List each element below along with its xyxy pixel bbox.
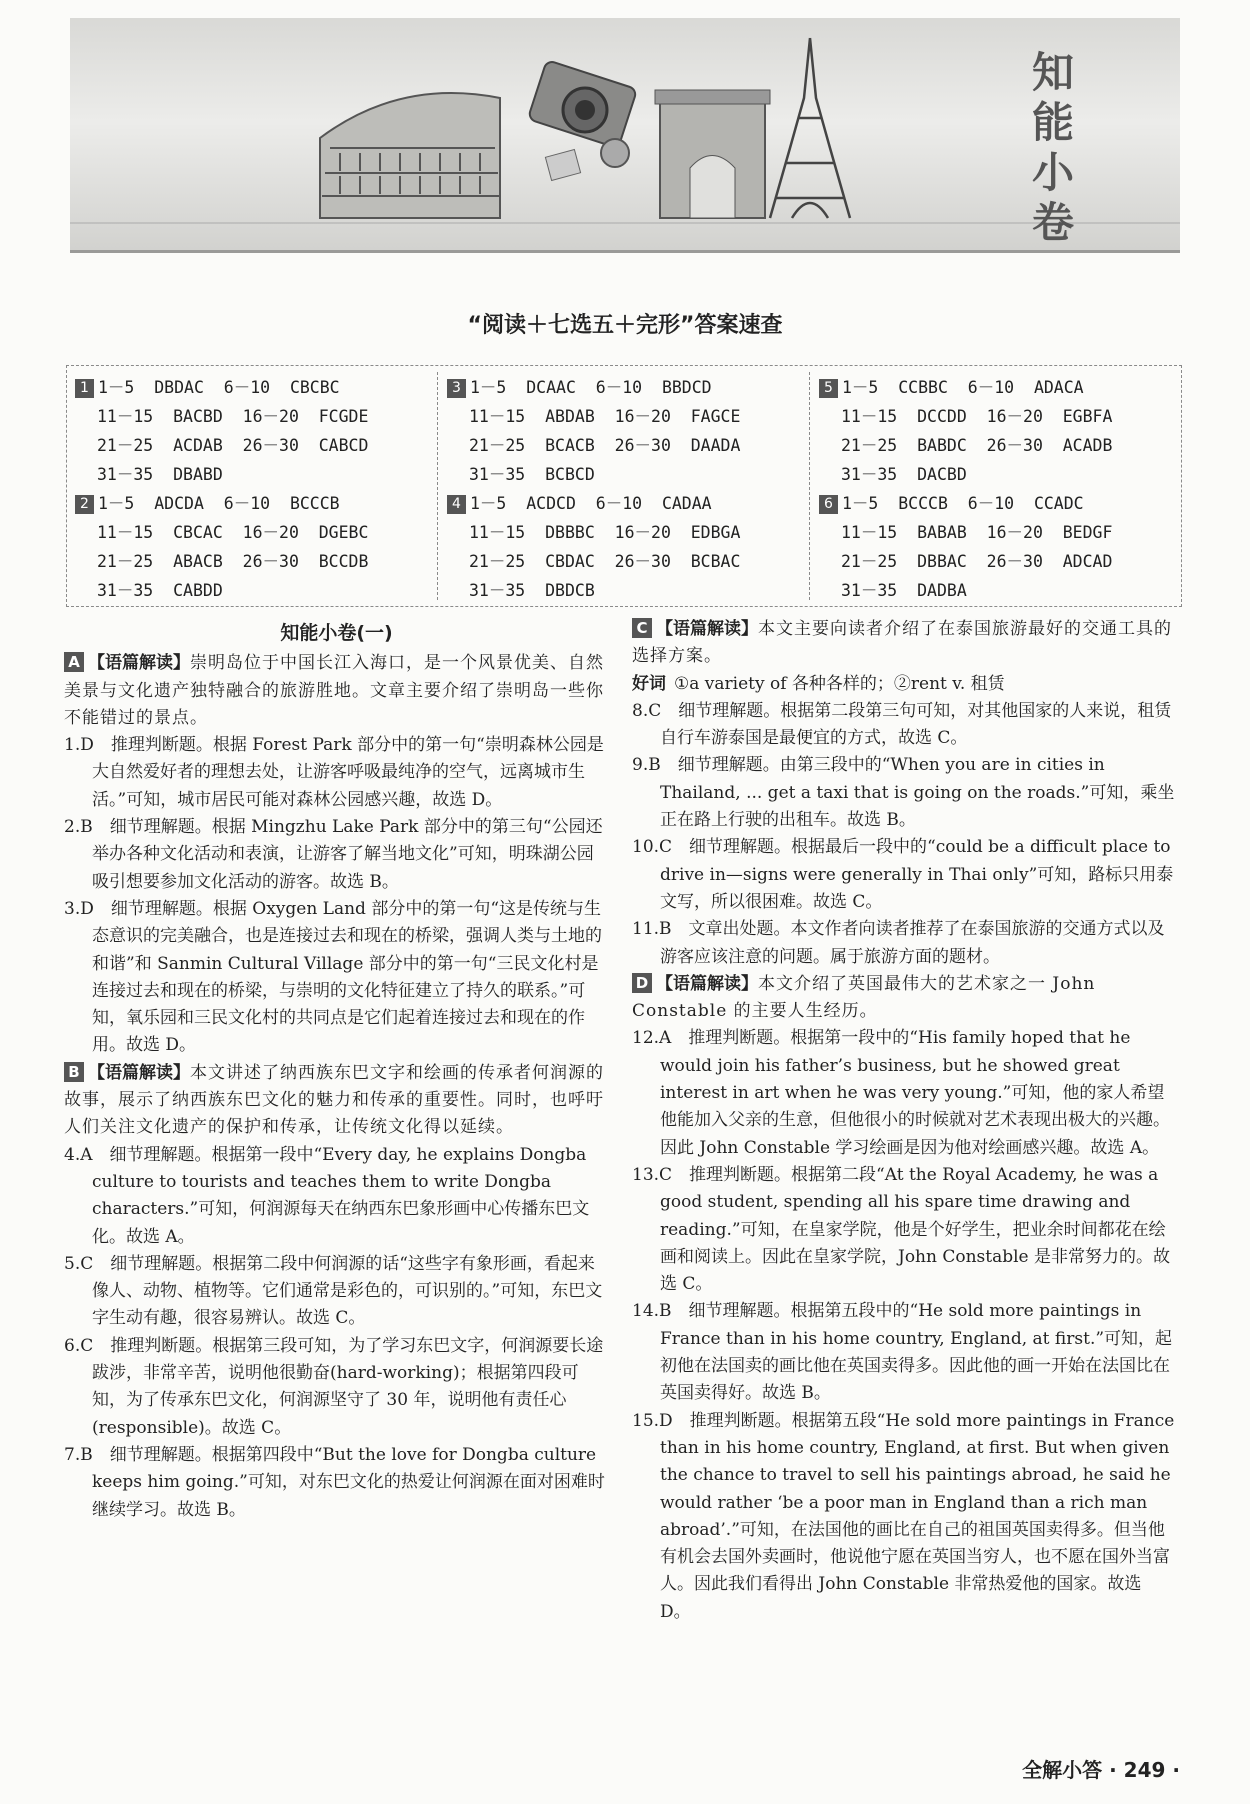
answer-row: 21－25 BCACB 26－30 DAADA (469, 436, 741, 455)
landmarks-illustration (70, 18, 1180, 250)
header-banner (70, 18, 1180, 253)
intro-label: 【语篇解读】 (88, 1062, 190, 1083)
answer-row: 11－15 BACBD 16－20 FCGDE (97, 407, 369, 426)
intro-label: 【语篇解读】 (88, 653, 190, 674)
answer-row: 1 1－5 DBDAC 6－10 CBCBC (75, 374, 340, 402)
passage-c-intro: C 【语篇解读】本文主要向读者介绍了在泰国旅游最好的交通工具的选择方案。 (632, 619, 1172, 667)
answer-explanation: 14.B 细节理解题。根据第五段中的“He sold more paintings in France than in his home country, England, at first.”可知，起初他在法国卖的画比他在英国卖得多。因此他的画一开始在法国比在英国卖得好。故选 B。 (632, 1301, 1173, 1404)
answer-row: 21－25 CBDAC 26－30 BCBAC (469, 552, 741, 571)
answer-row: 2 1－5 ADCDA 6－10 BCCCB (75, 490, 340, 518)
passage-a-intro: A 【语篇解读】崇明岛位于中国长江入海口，是一个风景优美、自然美景与文化遗产独特融合的旅游胜地。文章主要介绍了崇明岛一些你不能错过的景点。 (64, 653, 604, 728)
answer-explanation: 4.A 细节理解题。根据第一段中“Every day, he explains Dongba culture to tourists and teaches them to write Dongba characters.”可知，何润源每天在纳西东巴象形画中心传播东巴文化。故选 A。 (64, 1144, 590, 1247)
quiz-number-badge: 3 (447, 379, 466, 398)
answer-row: 11－15 ABDAB 16－20 FAGCE (469, 407, 741, 426)
answer-row: 21－25 ABACB 26－30 BCCDB (97, 552, 369, 571)
answer-explanation: 1.D 推理判断题。根据 Forest Park 部分中的第一句“崇明森林公园是大自然爱好者的理想去处，让游客呼吸最纯净的空气，远离城市生活。”可知，城市居民可能对森林公园感兴趣，故选 D。 (64, 735, 604, 810)
passage-b-intro: B 【语篇解读】本文讲述了纳西族东巴文字和绘画的传承者何润源的故事，展示了纳西族东巴文化的魅力和传承的重要性。同时，也呼吁人们关注文化遗产的保护和传承，让传统文化得以延续。 (64, 1062, 604, 1138)
answer-explanation: 13.C 推理判断题。根据第二段“At the Royal Academy, he was a good student, spending all his spare time drawing and reading.”可知，在皇家学院，他是个好学生，把业余时间都花在绘画和阅读上。因此在皇家学院，John Constable 是非常努力的。故选 C。 (632, 1164, 1171, 1295)
answer-explanation: 5.C 细节理解题。根据第二段中何润源的话“这些字有象形画，看起来像人、动物、植物等。它们通常是彩色的，可识别的。”可知，东巴文字生动有趣，很容易辨认。故选 C。 (64, 1253, 603, 1329)
answer-explanation: 2.B 细节理解题。根据 Mingzhu Lake Park 部分中的第三句“公园还举办各种文化活动和表演，让游客了解当地文化”可知，明珠湖公园吸引想要参加文化活动的游客。故选 B。 (64, 817, 603, 892)
vocabulary-note: 好词 ①a variety of 各种各样的；②rent v. 租赁 (632, 673, 1005, 694)
passage-tag: B (64, 1062, 84, 1082)
answer-explanation: 12.A 推理判断题。根据第一段中的“His family hoped that he would join his father’s business, but he showed great interest in art when he was very young.”可知，他的家人希望他能加入父亲的生意，但他很小的时候就对艺术表现出极大的兴趣。因此 John Constable 学习绘画是因为他对绘画感兴趣。故选 A。 (632, 1028, 1170, 1158)
page-title: “阅读＋七选五＋完形”答案速查 (467, 313, 783, 338)
section-title: 知能小卷(一) (280, 622, 393, 644)
answer-explanation: 10.C 细节理解题。根据最后一段中的“could be a difficult place to drive in—signs were generally in Thai only”可知，路标只用泰文写，所以很困难。故选 C。 (632, 837, 1174, 912)
answer-explanation: 3.D 细节理解题。根据 Oxygen Land 部分中的第一句“这是传统与生态意识的完美融合，也是连接过去和现在的桥梁，强调人类与土地的和谐”和 Sanmin Cultural Village 部分中的第一句“三民文化村是连接过去和现在的桥梁，与崇明的文化特征建立了持久的联系。”可知，氧乐园和三民文化村的共同点是它们起着连接过去和现在的作用。故选 D。 (64, 898, 602, 1056)
answer-column-1 (67, 372, 438, 600)
answer-column-3 (811, 372, 1181, 600)
passage-tag: C (632, 618, 652, 638)
passage-d-intro: D 【语篇解读】本文介绍了英国最伟大的艺术家之一 John Constable 的主要人生经历。 (632, 973, 1096, 1022)
answer-row: 21－25 BABDC 26－30 ACADB (841, 436, 1113, 455)
answer-row: 3 1－5 DCAAC 6－10 BBDCD (447, 374, 712, 402)
colosseum-image (320, 93, 500, 218)
answer-row: 11－15 BABAB 16－20 BEDGF (841, 523, 1113, 542)
answer-row: 5 1－5 CCBBC 6－10 ADACA (819, 374, 1084, 402)
answer-row: 21－25 DBBAC 26－30 ADCAD (841, 552, 1113, 571)
left-column (64, 620, 609, 1524)
passage-tag: D (632, 973, 652, 993)
banner-title: 知能小卷 (1031, 48, 1074, 247)
quiz-number-badge: 4 (447, 495, 466, 514)
answer-explanation: 15.D 推理判断题。根据第五段“He sold more paintings in France than in his home country, England, at first. But when given the chance to travel to sell his paintings abroad, he said he would rather ‘be a poor man in England than a rich man abroad’.”可知，在法国他的画比在自己的祖国英国卖得多。但当他有机会去国外卖画时，他说他宁愿在英国当穷人，也不愿在国外当富人。因此我们看得出 John Constable 非常热爱他的国家。故选 D。 (632, 1410, 1175, 1622)
quiz-number-badge: 1 (75, 379, 94, 398)
answer-row: 31－35 BCBCD (469, 465, 595, 484)
answer-key-box (66, 365, 1182, 607)
answer-row: 4 1－5 ACDCD 6－10 CADAA (447, 490, 712, 518)
answer-explanation: 9.B 细节理解题。由第三段中的“When you are in cities in Thailand, ... get a taxi that is going on the roads.”可知，乘坐正在路上行驶的出租车。故选 B。 (632, 755, 1175, 831)
answer-row: 31－35 DBDCB (469, 581, 595, 600)
answer-row: 31－35 DADBA (841, 581, 967, 600)
answer-explanation: 11.B 文章出处题。本文作者向读者推荐了在泰国旅游的交通方式以及游客应该注意的问题。属于旅游方面的题材。 (632, 919, 1165, 967)
quiz-number-badge: 2 (75, 495, 94, 514)
answer-row: 11－15 DBBBC 16－20 EDBGA (469, 523, 741, 542)
eiffel-tower-image (770, 38, 850, 218)
answer-explanation: 7.B 细节理解题。根据第四段中“But the love for Dongba culture keeps him going.”可知，对东巴文化的热爱让何润源在面对困难时继续学习。故选 B。 (64, 1444, 605, 1520)
answer-row: 11－15 CBCAC 16－20 DGEBC (97, 523, 369, 542)
answer-row: 31－35 DBABD (97, 465, 223, 484)
answer-explanation: 8.C 细节理解题。根据第二段第三句可知，对其他国家的人来说，租赁自行车游泰国是最便宜的方式，故选 C。 (632, 700, 1172, 749)
vocab-label: 好词 (632, 673, 666, 694)
answer-explanation: 6.C 推理判断题。根据第三段可知，为了学习东巴文字，何润源要长途跋涉，非常辛苦，说明他很勤奋(hard-working)；根据第四段可知，为了传承东巴文化，何润源坚守了 30 年，说明他有责任心(responsible)。故选 C。 (64, 1335, 604, 1438)
answer-column-2 (439, 372, 810, 600)
answer-row: 6 1－5 BCCCB 6－10 CCADC (819, 490, 1084, 518)
page-footer: 全解小答 · 249 · (1022, 1758, 1180, 1782)
right-column (632, 616, 1177, 1626)
triumphal-arch-image (655, 90, 770, 218)
intro-label: 【语篇解读】 (656, 973, 758, 994)
camera-image (528, 60, 638, 180)
answer-row: 31－35 CABDD (97, 581, 223, 600)
answer-row: 21－25 ACDAB 26－30 CABCD (97, 436, 369, 455)
quiz-number-badge: 6 (819, 495, 838, 514)
intro-label: 【语篇解读】 (656, 619, 758, 639)
answer-row: 31－35 DACBD (841, 465, 967, 484)
passage-tag: A (64, 652, 84, 672)
quiz-number-badge: 5 (819, 379, 838, 398)
answer-row: 11－15 DCCDD 16－20 EGBFA (841, 407, 1113, 426)
